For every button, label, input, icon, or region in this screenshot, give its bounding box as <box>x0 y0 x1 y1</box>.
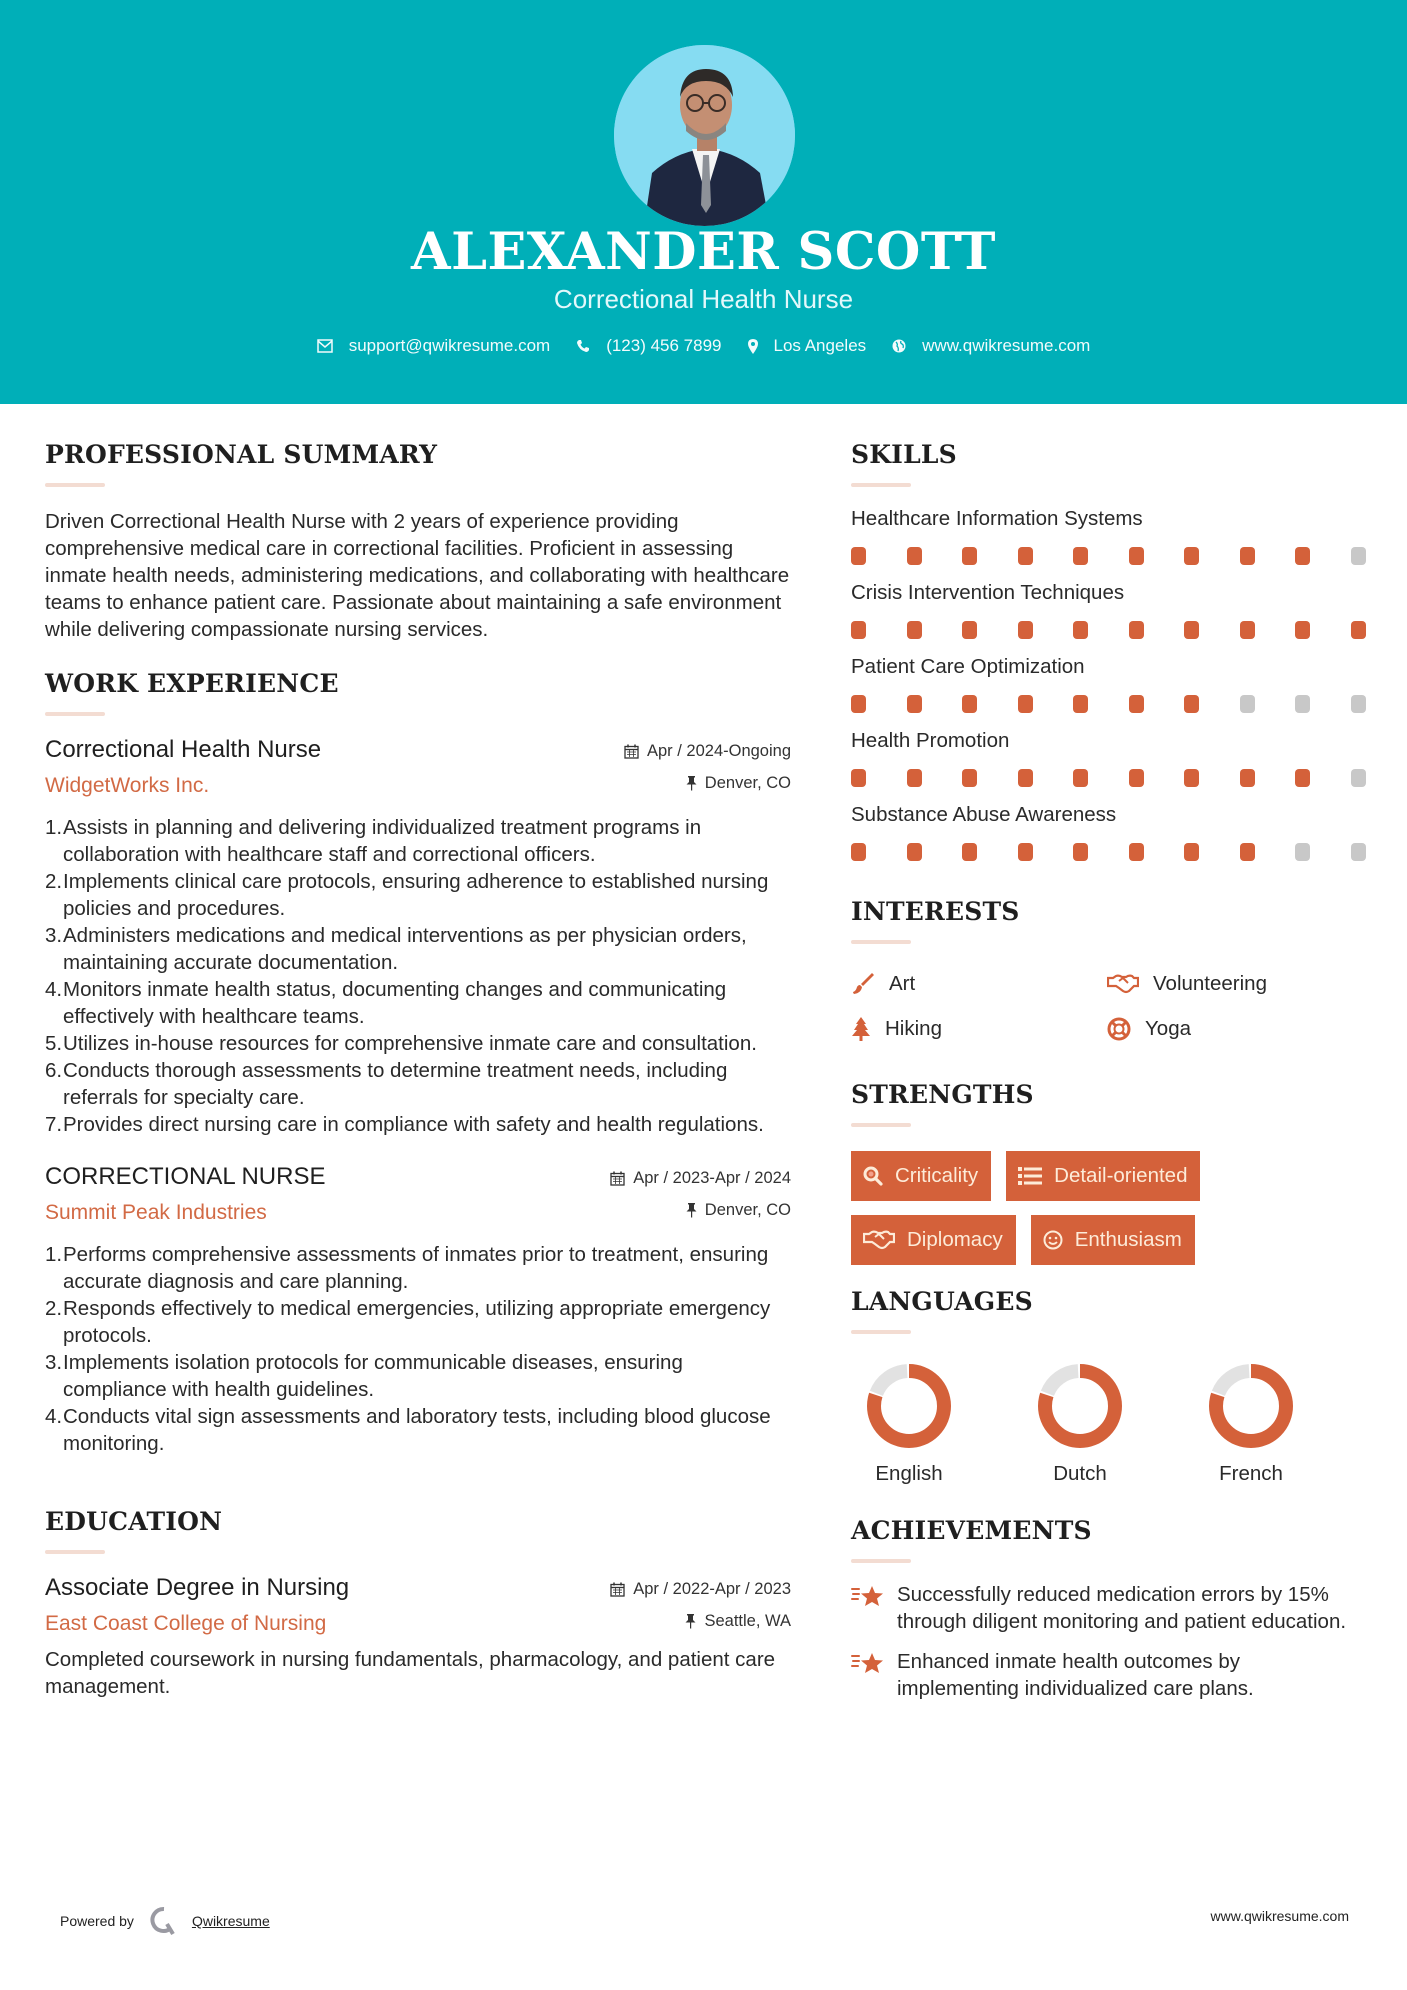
skill-dot-filled <box>1129 695 1144 713</box>
list-icon <box>1018 1167 1042 1185</box>
list-item: 4. Monitors inmate health status, documenting changes and communicating effectively with healthcare teams. <box>45 978 727 1028</box>
duties-list <box>45 1241 791 1457</box>
strength-badge: Diplomacy <box>851 1215 1016 1265</box>
contact-location <box>748 336 867 356</box>
pushpin-icon <box>686 1203 697 1218</box>
skill-dot-filled <box>1295 769 1310 787</box>
interest-item: Hiking <box>851 1015 1107 1042</box>
section-divider <box>851 1330 911 1334</box>
pushpin-icon <box>685 1614 696 1629</box>
skill-dot-filled <box>1184 621 1199 639</box>
section-title: PROFESSIONAL SUMMARY <box>45 440 438 469</box>
paintbrush-icon <box>851 972 875 996</box>
skill-dot-filled <box>851 769 866 787</box>
section-title: INTERESTS <box>851 897 1020 926</box>
contact-bar <box>0 336 1407 356</box>
education-date: Apr / 2022-Apr / 2023 <box>610 1580 791 1599</box>
skill-dot-filled <box>1129 547 1144 565</box>
job-title: Correctional Health Nurse <box>45 736 322 763</box>
list-item: 4. Conducts vital sign assessments and laboratory tests, including blood glucose monitoring. <box>45 1405 771 1455</box>
phone-icon <box>576 339 590 353</box>
qwikresume-logo-icon <box>150 1906 178 1936</box>
interest-item: Yoga <box>1107 1015 1363 1042</box>
job-date: Apr / 2024-Ongoing <box>624 742 791 761</box>
skill-dot-filled <box>1018 621 1033 639</box>
summary-text: Driven Correctional Health Nurse with 2 years of experience providing comprehensive medical care in correctional facilities. Proficient in assessing inmate health needs, administering medications, and collaborating with healthcare teams to enhance patient care. Passionate about maintaining a safe environment while delivering compassionate nursing services. <box>45 510 790 641</box>
achievements-section <box>851 1516 1366 1702</box>
list-item: 1. Performs comprehensive assessments of inmates prior to treatment, ensuring accurate diagnosis and care planning. <box>45 1243 769 1293</box>
resume-header <box>0 0 1407 404</box>
language-item <box>1022 1364 1193 1486</box>
degree-title: Associate Degree in Nursing <box>45 1574 350 1601</box>
education-location: Seattle, WA <box>685 1612 791 1631</box>
languages-section <box>851 1287 1366 1486</box>
skill-dot-filled <box>851 843 866 861</box>
education-description: Completed coursework in nursing fundamentals, pharmacology, and patient care management. <box>45 1648 776 1698</box>
section-title: LANGUAGES <box>851 1287 1033 1316</box>
skill-rating <box>851 607 1366 653</box>
qwikresume-link[interactable]: Qwikresume <box>191 1913 270 1929</box>
skill-dot-filled <box>1018 843 1033 861</box>
language-item <box>1193 1364 1364 1486</box>
skill-dot-filled <box>1240 621 1255 639</box>
achievement-item: Successfully reduced medication errors by 15% through diligent monitoring and patient education. <box>851 1581 1366 1635</box>
contact-website[interactable] <box>892 336 1090 356</box>
skill-dot-empty <box>1351 695 1366 713</box>
skill-dot-filled <box>1073 621 1088 639</box>
skill-item <box>851 653 1366 727</box>
skill-dot-filled <box>851 547 866 565</box>
skill-dot-filled <box>1073 695 1088 713</box>
achievement-item: Enhanced inmate health outcomes by implementing individualized care plans. <box>851 1648 1366 1702</box>
skill-dot-filled <box>851 695 866 713</box>
language-name: Dutch <box>1053 1462 1107 1485</box>
skill-item <box>851 505 1366 579</box>
calendar-icon <box>624 744 639 759</box>
skill-rating <box>851 533 1366 579</box>
search-icon <box>863 1166 883 1186</box>
skills-list <box>851 505 1366 875</box>
section-divider <box>851 1559 911 1563</box>
powered-by: Powered by Qwikresume <box>60 1906 270 1936</box>
skill-dot-filled <box>1351 621 1366 639</box>
skills-section <box>851 440 1366 875</box>
job-entry <box>45 1163 791 1457</box>
skill-rating <box>851 829 1366 875</box>
list-item: 7. Provides direct nursing care in compliance with safety and health regulations. <box>45 1113 764 1136</box>
skill-dot-filled <box>1295 547 1310 565</box>
list-item: 3. Implements isolation protocols for communicable diseases, ensuring compliance with health guidelines. <box>45 1351 683 1401</box>
skill-rating <box>851 755 1366 801</box>
skill-dot-filled <box>1240 547 1255 565</box>
smile-icon <box>1043 1230 1063 1250</box>
section-title: ACHIEVEMENTS <box>851 1516 1092 1545</box>
language-item <box>851 1364 1022 1486</box>
interest-item: Art <box>851 970 1107 997</box>
job-location: Denver, CO <box>686 1201 791 1220</box>
skill-item <box>851 727 1366 801</box>
interest-item: Volunteering <box>1107 970 1363 997</box>
skill-dot-filled <box>1018 769 1033 787</box>
skill-dot-empty <box>1351 547 1366 565</box>
languages-list <box>851 1364 1366 1486</box>
school-name: East Coast College of Nursing <box>45 1612 327 1635</box>
skill-dot-filled <box>1129 843 1144 861</box>
skill-dot-filled <box>1184 843 1199 861</box>
phone-text: (123) 456 7899 <box>606 336 722 355</box>
duties-list <box>45 814 791 1138</box>
footer <box>0 1900 1407 1940</box>
skill-dot-filled <box>1073 843 1088 861</box>
candidate-role: Correctional Health Nurse <box>553 284 854 314</box>
life-ring-icon <box>1107 1017 1131 1041</box>
skill-dot-filled <box>907 547 922 565</box>
contact-email[interactable] <box>317 336 551 356</box>
skill-dot-filled <box>1184 547 1199 565</box>
tree-icon <box>851 1017 871 1041</box>
footer-url[interactable]: www.qwikresume.com <box>1210 1908 1349 1924</box>
map-pin-icon <box>748 339 758 354</box>
candidate-name: ALEXANDER SCOTT <box>411 222 996 282</box>
section-divider <box>45 1550 105 1554</box>
section-divider <box>851 1123 911 1127</box>
job-entry <box>45 736 791 1138</box>
handshake-icon <box>863 1229 895 1251</box>
skill-dot-filled <box>851 621 866 639</box>
language-name: French <box>1219 1462 1283 1485</box>
right-column <box>851 440 1366 1702</box>
strength-badge: Detail-oriented <box>1006 1151 1200 1201</box>
list-item: 1. Assists in planning and delivering individualized treatment programs in collaboration with healthcare staff and correctional officers. <box>45 816 702 866</box>
section-title: SKILLS <box>851 440 957 469</box>
list-item: 6. Conducts thorough assessments to determine treatment needs, including referrals for specialty care. <box>45 1059 728 1109</box>
skill-dot-filled <box>962 621 977 639</box>
section-divider <box>851 483 911 487</box>
contact-phone[interactable] <box>576 336 721 356</box>
skill-dot-filled <box>1129 769 1144 787</box>
skill-name: Health Promotion <box>851 729 1010 752</box>
skill-dot-filled <box>962 547 977 565</box>
job-date: Apr / 2023-Apr / 2024 <box>610 1169 791 1188</box>
strengths-list <box>851 1151 1366 1265</box>
job-location: Denver, CO <box>686 774 791 793</box>
skill-dot-filled <box>907 695 922 713</box>
section-title: WORK EXPERIENCE <box>45 669 339 698</box>
skill-dot-filled <box>907 621 922 639</box>
profile-photo <box>614 45 795 226</box>
skill-dot-filled <box>1184 695 1199 713</box>
shooting-star-icon <box>851 1650 885 1676</box>
skill-dot-empty <box>1295 695 1310 713</box>
globe-icon <box>892 339 906 353</box>
skill-dot-empty <box>1240 695 1255 713</box>
list-item: 5. Utilizes in-house resources for comprehensive inmate care and consultation. <box>45 1032 757 1055</box>
list-item: 2. Implements clinical care protocols, ensuring adherence to established nursing policies and procedures. <box>45 870 769 920</box>
skill-dot-filled <box>962 769 977 787</box>
interests-section <box>851 897 1366 1042</box>
job-company: WidgetWorks Inc. <box>45 774 210 797</box>
job-company: Summit Peak Industries <box>45 1201 267 1224</box>
skill-item <box>851 801 1366 875</box>
achievements-list <box>851 1581 1366 1702</box>
skill-name: Healthcare Information Systems <box>851 507 1143 530</box>
strength-badge: Criticality <box>851 1151 991 1201</box>
strengths-section <box>851 1080 1366 1265</box>
language-level-donut <box>1209 1364 1293 1448</box>
skill-dot-filled <box>1129 621 1144 639</box>
skill-dot-filled <box>907 843 922 861</box>
shooting-star-icon <box>851 1583 885 1609</box>
language-name: English <box>875 1462 943 1485</box>
section-divider <box>45 712 105 716</box>
skill-dot-filled <box>1295 621 1310 639</box>
left-column <box>45 440 791 1700</box>
experience-section <box>45 669 791 1457</box>
skill-dot-filled <box>1240 769 1255 787</box>
envelope-icon <box>317 339 333 353</box>
skill-dot-filled <box>907 769 922 787</box>
skill-dot-filled <box>962 695 977 713</box>
skill-dot-filled <box>1073 547 1088 565</box>
education-section <box>45 1507 791 1700</box>
skill-dot-filled <box>1018 547 1033 565</box>
section-title: EDUCATION <box>45 1507 223 1536</box>
list-item: 3. Administers medications and medical interventions as per physician orders, maintaining accurate documentation. <box>45 924 747 974</box>
skill-dot-filled <box>1073 769 1088 787</box>
skill-dot-filled <box>1018 695 1033 713</box>
calendar-icon <box>610 1582 625 1597</box>
education-entry <box>45 1574 791 1700</box>
handshake-icon <box>1107 973 1139 995</box>
section-title: STRENGTHS <box>851 1080 1034 1109</box>
email-text: support@qwikresume.com <box>348 336 551 355</box>
skill-rating <box>851 681 1366 727</box>
skill-name: Patient Care Optimization <box>851 655 1085 678</box>
language-level-donut <box>867 1364 951 1448</box>
skill-dot-empty <box>1351 769 1366 787</box>
job-title: CORRECTIONAL NURSE <box>45 1163 326 1190</box>
skill-dot-filled <box>1184 769 1199 787</box>
section-divider <box>851 940 911 944</box>
skill-name: Crisis Intervention Techniques <box>851 581 1125 604</box>
list-item: 2. Responds effectively to medical emergencies, utilizing appropriate emergency protocols. <box>45 1297 771 1347</box>
skill-name: Substance Abuse Awareness <box>851 803 1117 826</box>
skill-dot-filled <box>1240 843 1255 861</box>
location-text: Los Angeles <box>773 336 867 355</box>
skill-dot-empty <box>1295 843 1310 861</box>
skill-item <box>851 579 1366 653</box>
section-divider <box>45 483 105 487</box>
pushpin-icon <box>686 776 697 791</box>
website-text: www.qwikresume.com <box>922 336 1091 355</box>
language-level-donut <box>1038 1364 1122 1448</box>
calendar-icon <box>610 1171 625 1186</box>
skill-dot-filled <box>962 843 977 861</box>
interests-list <box>851 970 1366 1042</box>
summary-section <box>45 440 791 643</box>
strength-badge: Enthusiasm <box>1031 1215 1195 1265</box>
skill-dot-empty <box>1351 843 1366 861</box>
